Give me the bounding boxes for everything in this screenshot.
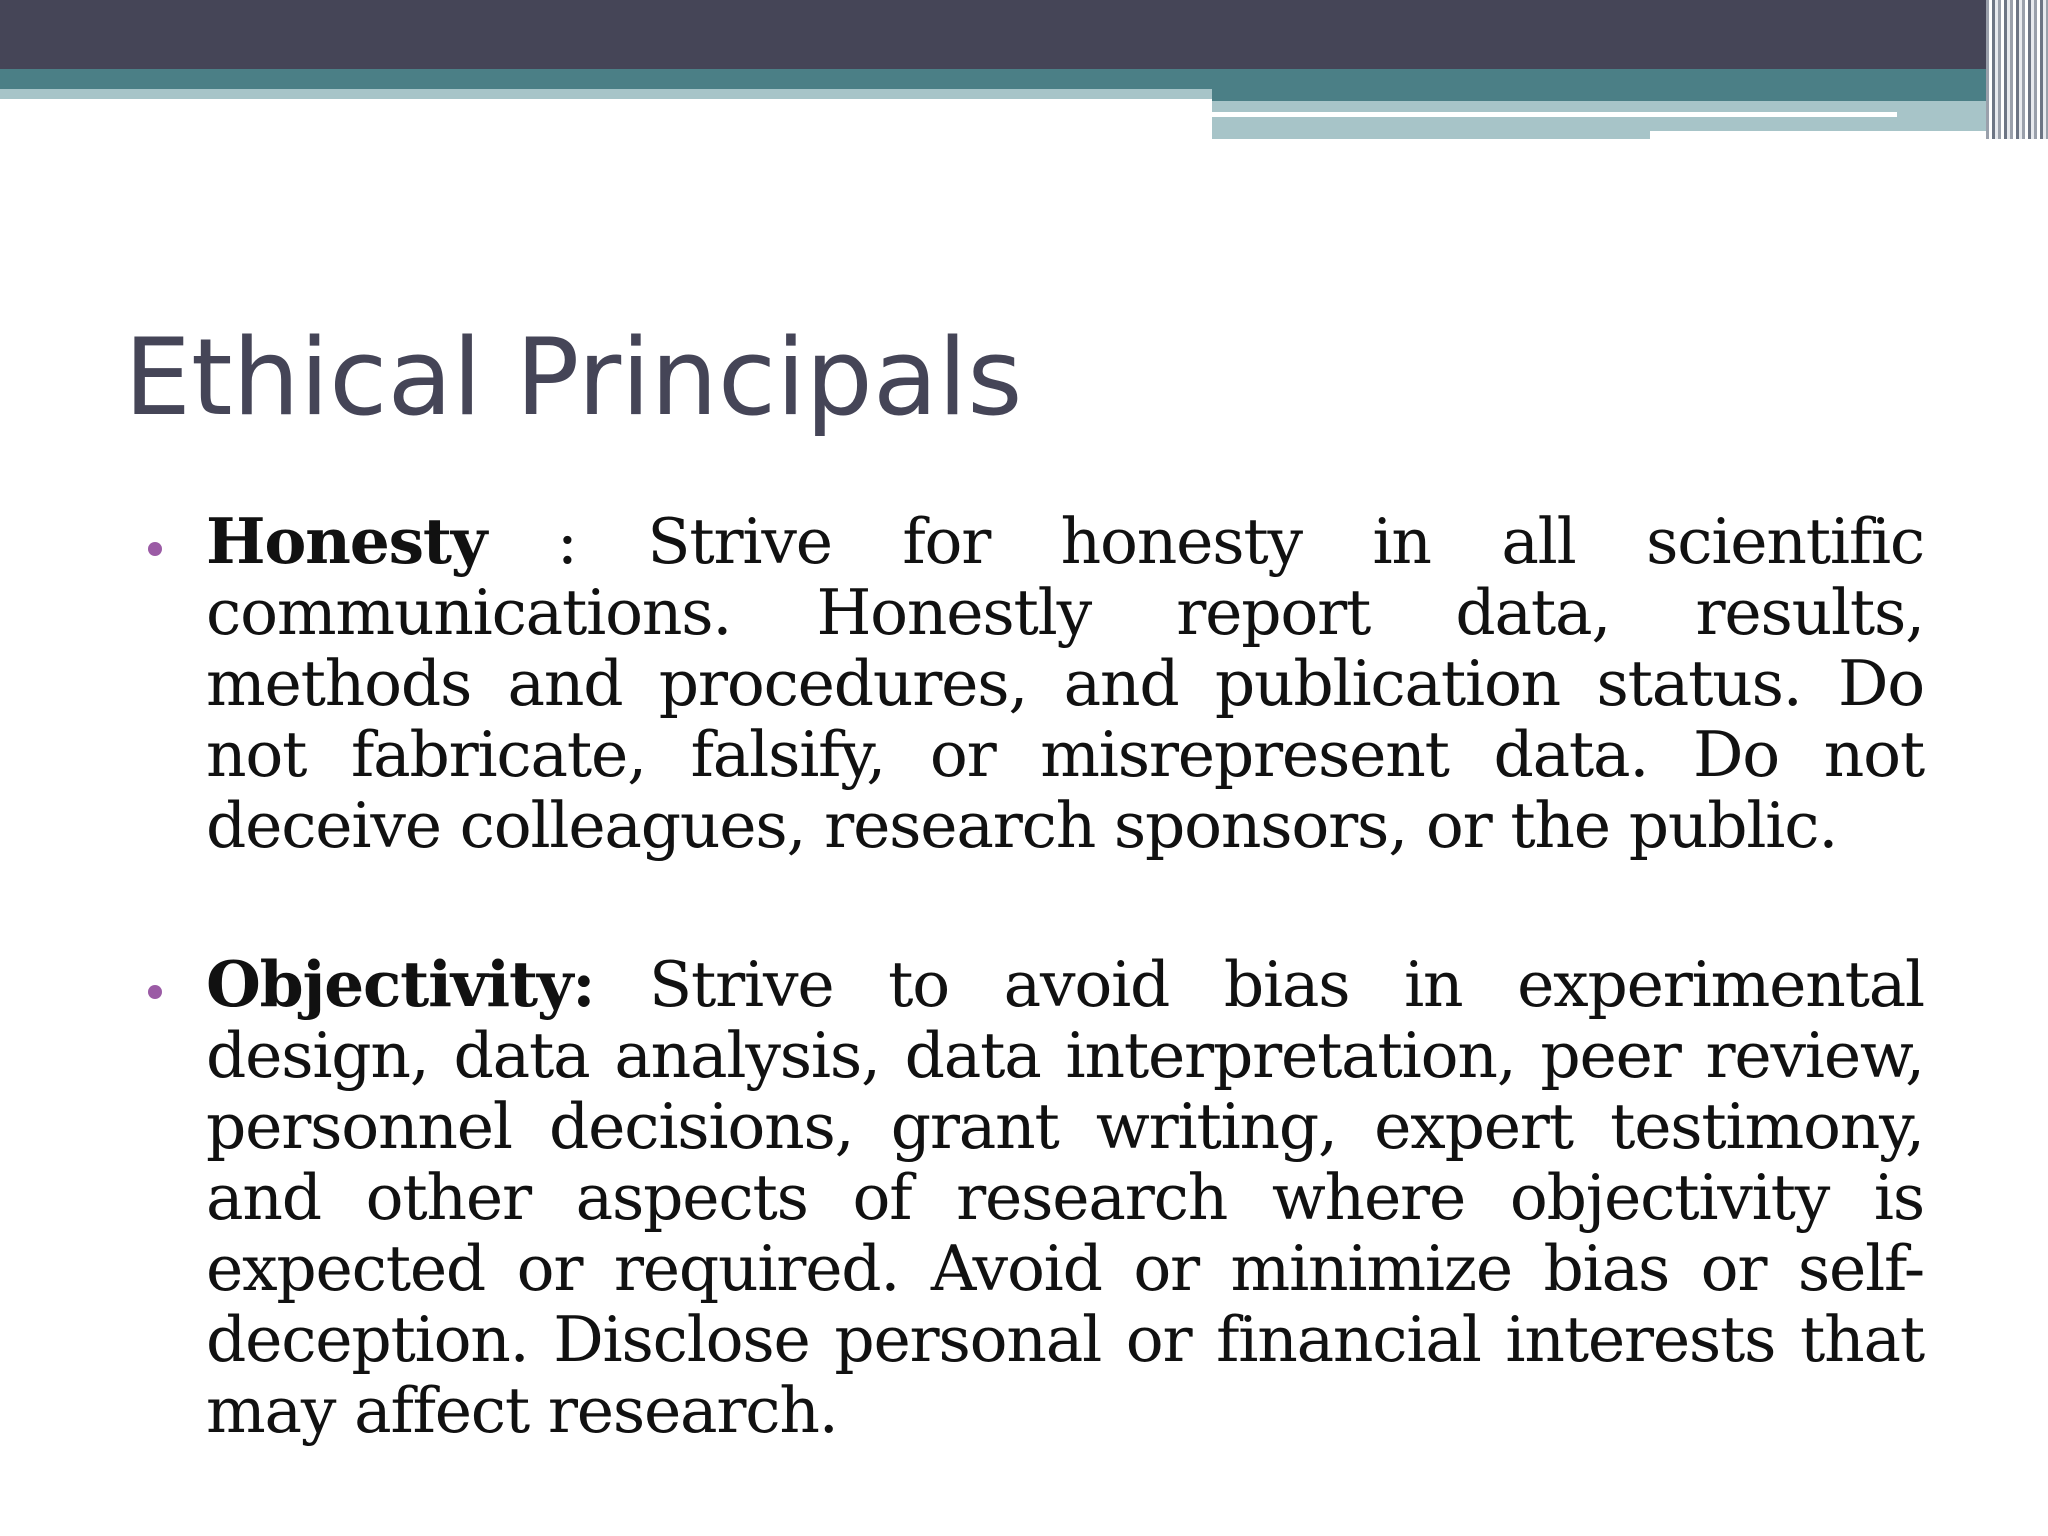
bullet-text	[206, 949, 1924, 1446]
bullet-body: Strive to avoid bias in experimental design, data analysis, data interpretation, peer review, personnel decisions, grant writing, expert testimony, and other aspects of research where objectivity is expected or required. Avoid or minimize bias or self-deception. Disclose personal or financial interests that may affect research.	[206, 948, 1924, 1447]
slide-title: Ethical Principals	[124, 316, 1023, 439]
bullet-term: Honesty	[206, 504, 487, 578]
bullet-dot-icon	[148, 542, 162, 556]
header-band-teal	[0, 69, 1212, 89]
header-band-dark	[0, 0, 2048, 69]
bullet-item-objectivity	[148, 949, 1924, 1446]
bullet-body: Strive for honesty in all scientific communications. Honestly report data, results, methods and procedures, and publication status. Do not fabricate, falsify, or misrepresent data. Do not deceive colleagues, research sponsors, or the public.	[206, 505, 1924, 862]
bullet-list	[148, 506, 1924, 1534]
bullet-term: Objectivity:	[206, 947, 595, 1021]
bullet-separator: :	[486, 505, 648, 578]
bullet-item-honesty	[148, 506, 1924, 861]
bullet-separator	[594, 948, 649, 1021]
header-band-light	[0, 89, 1212, 99]
header-divider-line	[1212, 112, 1897, 117]
bullet-text	[206, 506, 1924, 861]
header-band-teal-right	[1212, 69, 2048, 101]
header-stripes	[1986, 0, 2048, 139]
bullet-dot-icon	[148, 985, 162, 999]
